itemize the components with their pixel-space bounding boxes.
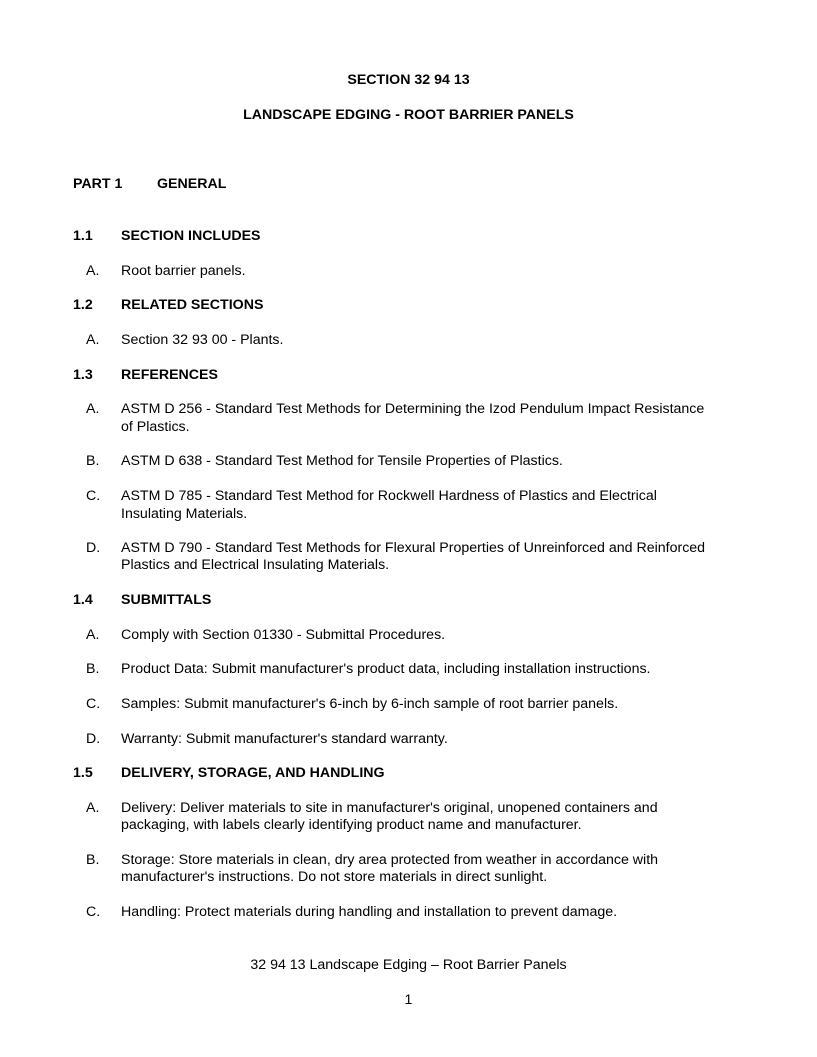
- item-text: manufacturer's instructions. Do not store materials in direct sunlight.: [121, 869, 548, 885]
- item-text: ASTM D 256 - Standard Test Methods for Determining the Izod Pendulum Impact Resistance: [121, 401, 705, 417]
- article-title: DELIVERY, STORAGE, AND HANDLING: [121, 765, 385, 781]
- section-title: LANDSCAPE EDGING - ROOT BARRIER PANELS: [243, 107, 574, 123]
- section-number: SECTION 32 94 13: [347, 72, 470, 88]
- item-text: Storage: Store materials in clean, dry area protected from weather in accordance with: [121, 852, 659, 868]
- item-text: ASTM D 790 - Standard Test Methods for Flexural Properties of Unreinforced and Reinforced: [121, 540, 706, 556]
- item-text: Samples: Submit manufacturer's 6-inch by 6-inch sample of root barrier panels.: [121, 696, 619, 712]
- item-letter: A.: [86, 332, 100, 348]
- article-title: RELATED SECTIONS: [121, 297, 264, 313]
- item-text: Product Data: Submit manufacturer's product data, including installation instructions.: [121, 661, 651, 677]
- article-number: 1.5: [73, 765, 93, 781]
- item-letter: A.: [86, 401, 100, 417]
- page-number: 1: [404, 992, 413, 1008]
- item-text: Comply with Section 01330 - Submittal Procedures.: [121, 627, 446, 643]
- item-text: Plastics and Electrical Insulating Materials.: [121, 557, 390, 573]
- article-title: SUBMITTALS: [121, 592, 212, 608]
- item-letter: C.: [86, 904, 101, 920]
- item-letter: B.: [86, 852, 100, 868]
- item-text: ASTM D 785 - Standard Test Method for Rockwell Hardness of Plastics and Electrical: [121, 488, 657, 504]
- item-letter: A.: [86, 800, 100, 816]
- item-text: Root barrier panels.: [121, 263, 246, 279]
- item-text: ASTM D 638 - Standard Test Method for Tensile Properties of Plastics.: [121, 453, 563, 469]
- item-letter: B.: [86, 453, 100, 469]
- item-letter: C.: [86, 696, 101, 712]
- item-letter: A.: [86, 627, 100, 643]
- item-text: Warranty: Submit manufacturer's standard warranty.: [121, 731, 448, 747]
- article-number: 1.4: [73, 592, 93, 608]
- item-letter: D.: [86, 540, 101, 556]
- item-letter: C.: [86, 488, 101, 504]
- item-text: Section 32 93 00 - Plants.: [121, 332, 284, 348]
- item-text: Delivery: Deliver materials to site in manufacturer's original, unopened containers and: [121, 800, 658, 816]
- article-title: SECTION INCLUDES: [121, 228, 261, 244]
- article-number: 1.1: [73, 228, 93, 244]
- item-letter: D.: [86, 731, 101, 747]
- part-label: PART 1: [73, 176, 123, 192]
- item-letter: B.: [86, 661, 100, 677]
- item-text: of Plastics.: [121, 419, 190, 435]
- item-letter: A.: [86, 263, 100, 279]
- article-number: 1.2: [73, 297, 93, 313]
- item-text: Handling: Protect materials during handling and installation to prevent damage.: [121, 904, 618, 920]
- article-title: REFERENCES: [121, 367, 218, 383]
- page-footer: 32 94 13 Landscape Edging – Root Barrier Panels: [250, 957, 567, 973]
- article-number: 1.3: [73, 367, 93, 383]
- item-text: Insulating Materials.: [121, 506, 248, 522]
- part-title: GENERAL: [157, 176, 227, 192]
- item-text: packaging, with labels clearly identifying product name and manufacturer.: [121, 817, 582, 833]
